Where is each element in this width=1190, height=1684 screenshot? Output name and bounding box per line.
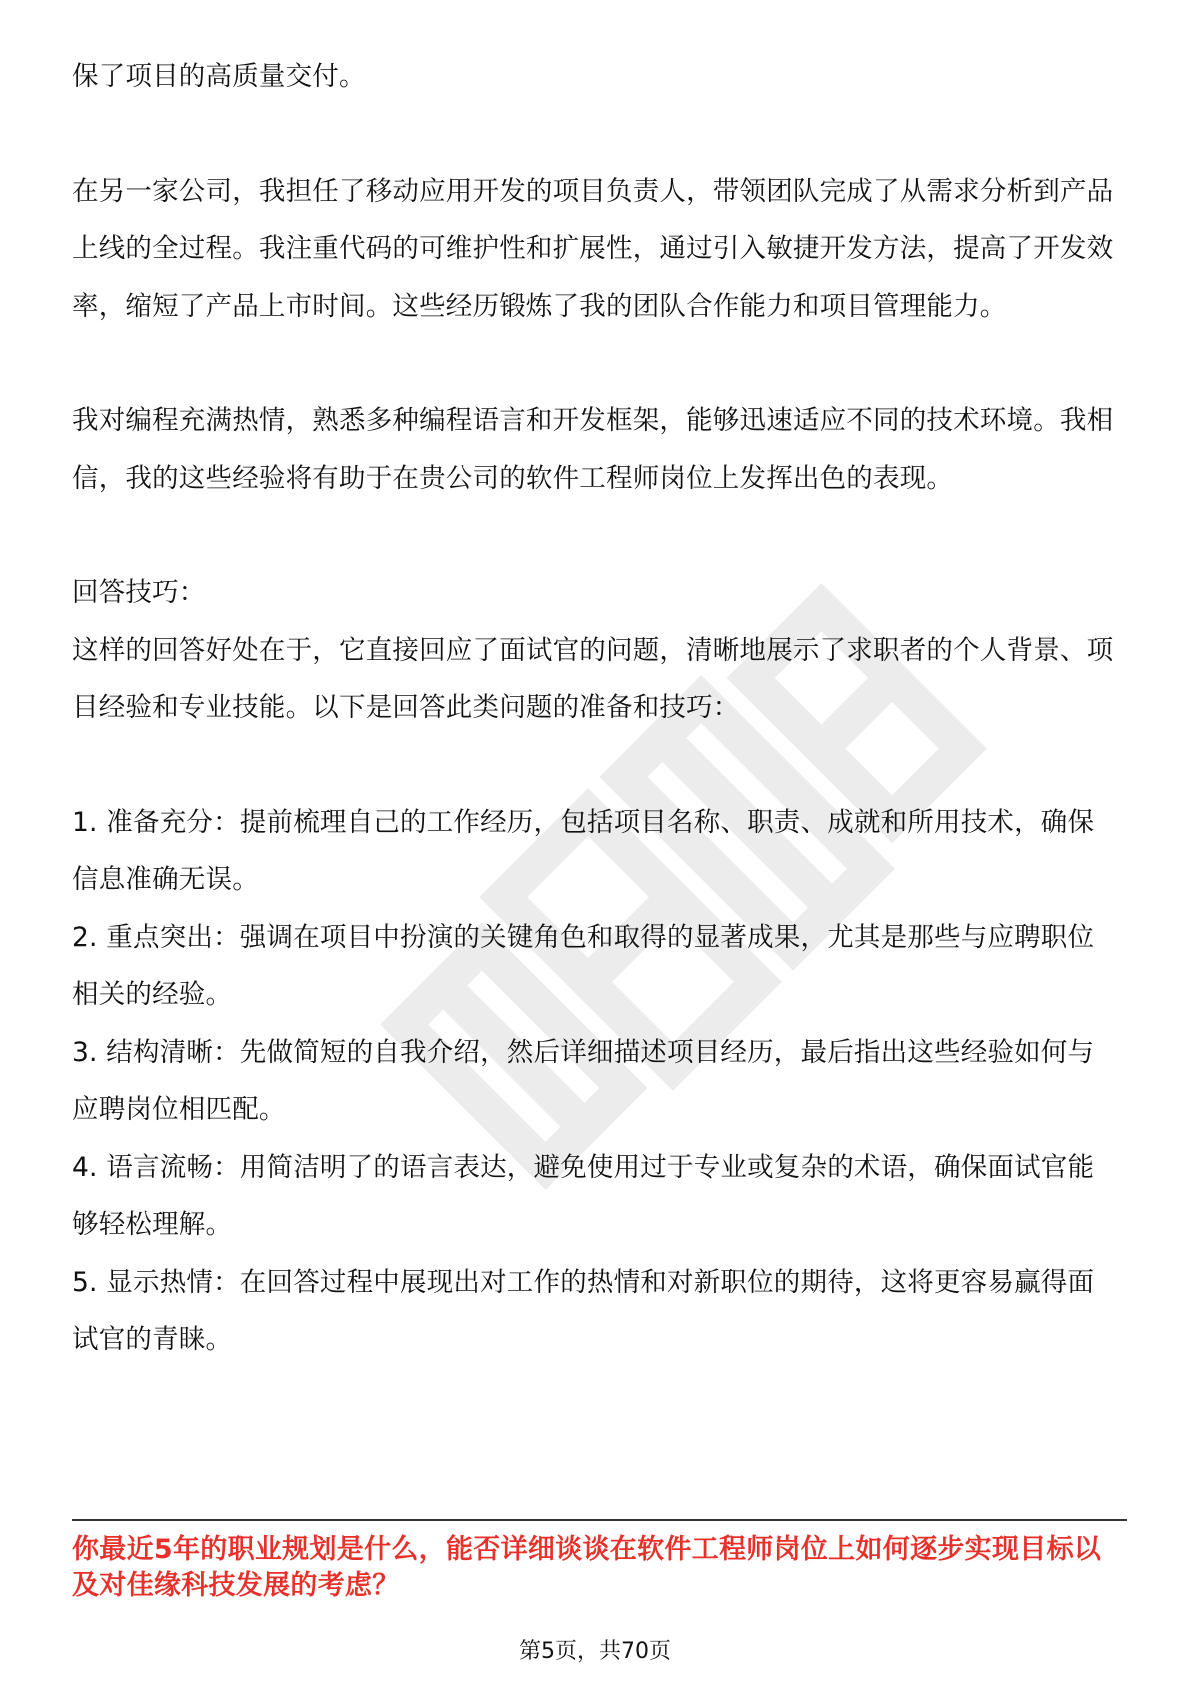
section-divider (72, 1519, 1127, 1521)
paragraph-passion: 我对编程充满热情，熟悉多种编程语言和开发框架，能够迅速适应不同的技术环境。我相信，我的这些经验将有助于在贵公司的软件工程师岗位上发挥出色的表现。 (72, 405, 1114, 494)
tips-list (72, 794, 1120, 1369)
tip-item: 2. 重点突出：强调在项目中扮演的关键角色和取得的显著成果，尤其是那些与应聘职位相关的经验。 (72, 921, 1095, 1010)
tip-item: 5. 显示热情：在回答过程中展现出对工作的热情和对新职位的期待，这将更容易赢得面试官的青睐。 (72, 1266, 1095, 1355)
tip-item: 3. 结构清晰：先做简短的自我介绍，然后详细描述项目经历，最后指出这些经验如何与应聘岗位相匹配。 (72, 1036, 1095, 1125)
tips-intro: 这样的回答好处在于，它直接回应了面试官的问题，清晰地展示了求职者的个人背景、项目经验和专业技能。以下是回答此类问题的准备和技巧： (72, 634, 1114, 723)
page-number-footer: 第5页，共70页 (519, 1639, 671, 1664)
paragraph-continuation: 保了项目的高质量交付。 (72, 61, 366, 92)
paragraph-project-lead: 在另一家公司，我担任了移动应用开发的项目负责人，带领团队完成了从需求分析到产品上线的全过程。我注重代码的可维护性和扩展性，通过引入敏捷开发方法，提高了开发效率，缩短了产品上市时间。这些经历锻炼了我的团队合作能力和项目管理能力。 (72, 175, 1114, 322)
tip-item: 1. 准备充分：提前梳理自己的工作经历，包括项目名称、职责、成就和所用技术，确保信息准确无误。 (72, 806, 1095, 895)
next-question-heading: 你最近5年的职业规划是什么，能否详细谈谈在软件工程师岗位上如何逐步实现目标以及对佳缘科技发展的考虑？ (72, 1534, 1102, 1601)
main-content (72, 48, 1120, 1369)
tips-heading: 回答技巧： (72, 577, 206, 608)
tip-item: 4. 语言流畅：用简洁明了的语言表达，避免使用过于专业或复杂的术语，确保面试官能够轻松理解。 (72, 1151, 1095, 1240)
